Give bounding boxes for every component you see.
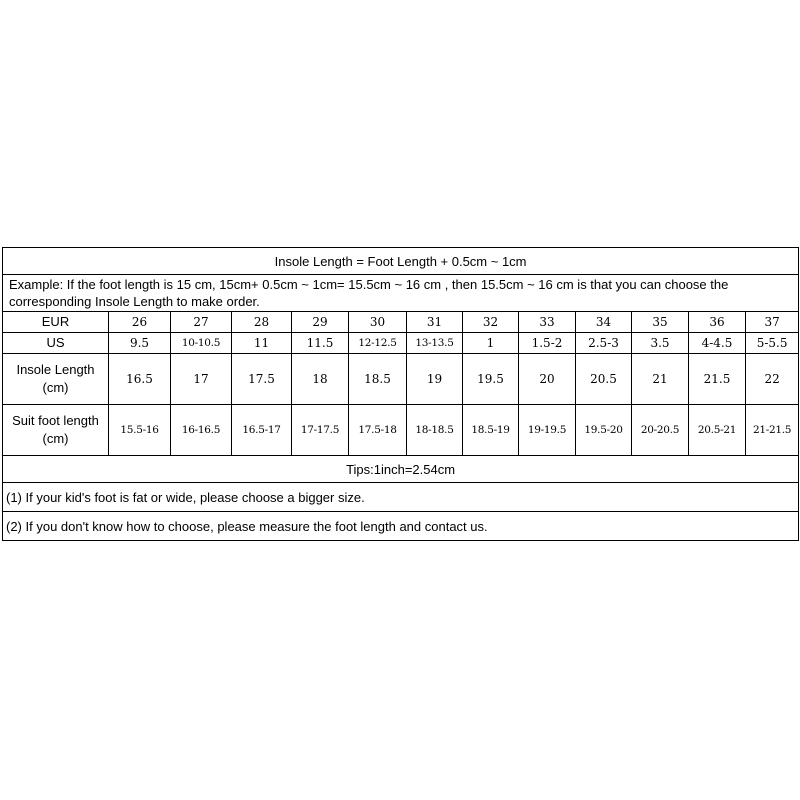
insole-cell: 19 xyxy=(407,354,463,405)
example-row xyxy=(3,275,799,312)
insole-cell: 17 xyxy=(171,354,232,405)
us-cell: 11 xyxy=(232,333,292,354)
us-cell: 10-10.5 xyxy=(171,333,232,354)
insole-cell: 20 xyxy=(519,354,576,405)
eur-label: EUR xyxy=(3,312,109,333)
tips-row xyxy=(3,456,799,483)
us-cell: 3.5 xyxy=(632,333,689,354)
tips-text: Tips:1inch=2.54cm xyxy=(3,456,799,483)
us-cell: 12-12.5 xyxy=(349,333,407,354)
us-cell: 9.5 xyxy=(109,333,171,354)
foot-length-cell: 19.5-20 xyxy=(576,405,632,456)
insole-cell: 21.5 xyxy=(689,354,746,405)
us-cell: 1 xyxy=(463,333,519,354)
eur-cell: 31 xyxy=(407,312,463,333)
foot-length-label: Suit foot length (cm) xyxy=(3,405,109,456)
insole-label: Insole Length (cm) xyxy=(3,354,109,405)
foot-length-cell: 18.5-19 xyxy=(463,405,519,456)
foot-length-cell: 17.5-18 xyxy=(349,405,407,456)
insole-cell: 20.5 xyxy=(576,354,632,405)
eur-row xyxy=(3,312,799,333)
foot-length-cell: 16.5-17 xyxy=(232,405,292,456)
title-row xyxy=(3,248,799,275)
note-text-1: (1) If your kid's foot is fat or wide, please choose a bigger size. xyxy=(3,483,799,512)
insole-cell: 22 xyxy=(746,354,799,405)
eur-cell: 33 xyxy=(519,312,576,333)
eur-cell: 34 xyxy=(576,312,632,333)
insole-row xyxy=(3,354,799,405)
us-cell: 1.5-2 xyxy=(519,333,576,354)
eur-cell: 37 xyxy=(746,312,799,333)
note-row xyxy=(3,512,799,541)
us-label: US xyxy=(3,333,109,354)
foot-length-row xyxy=(3,405,799,456)
insole-cell: 18 xyxy=(292,354,349,405)
foot-length-cell: 16-16.5 xyxy=(171,405,232,456)
us-cell: 11.5 xyxy=(292,333,349,354)
foot-length-cell: 20.5-21 xyxy=(689,405,746,456)
eur-cell: 26 xyxy=(109,312,171,333)
insole-cell: 21 xyxy=(632,354,689,405)
eur-cell: 30 xyxy=(349,312,407,333)
eur-cell: 27 xyxy=(171,312,232,333)
chart-title: Insole Length = Foot Length + 0.5cm ~ 1cm xyxy=(3,248,799,275)
eur-cell: 29 xyxy=(292,312,349,333)
us-cell: 2.5-3 xyxy=(576,333,632,354)
eur-cell: 32 xyxy=(463,312,519,333)
eur-cell: 35 xyxy=(632,312,689,333)
example-text: Example: If the foot length is 15 cm, 15cm+ 0.5cm ~ 1cm= 15.5cm ~ 16 cm , then 15.5cm ~ 16 cm is that you can choose the corresponding Insole Length to make order. xyxy=(3,275,799,312)
eur-cell: 36 xyxy=(689,312,746,333)
foot-length-cell: 19-19.5 xyxy=(519,405,576,456)
note-text-2: (2) If you don't know how to choose, please measure the foot length and contact us. xyxy=(3,512,799,541)
foot-length-cell: 18-18.5 xyxy=(407,405,463,456)
us-cell: 5-5.5 xyxy=(746,333,799,354)
foot-length-cell: 17-17.5 xyxy=(292,405,349,456)
foot-length-cell: 20-20.5 xyxy=(632,405,689,456)
us-cell: 4-4.5 xyxy=(689,333,746,354)
insole-cell: 18.5 xyxy=(349,354,407,405)
insole-cell: 17.5 xyxy=(232,354,292,405)
foot-length-cell: 15.5-16 xyxy=(109,405,171,456)
note-row xyxy=(3,483,799,512)
us-row xyxy=(3,333,799,354)
insole-cell: 19.5 xyxy=(463,354,519,405)
eur-cell: 28 xyxy=(232,312,292,333)
us-cell: 13-13.5 xyxy=(407,333,463,354)
insole-cell: 16.5 xyxy=(109,354,171,405)
size-chart-table xyxy=(2,247,799,541)
foot-length-cell: 21-21.5 xyxy=(746,405,799,456)
